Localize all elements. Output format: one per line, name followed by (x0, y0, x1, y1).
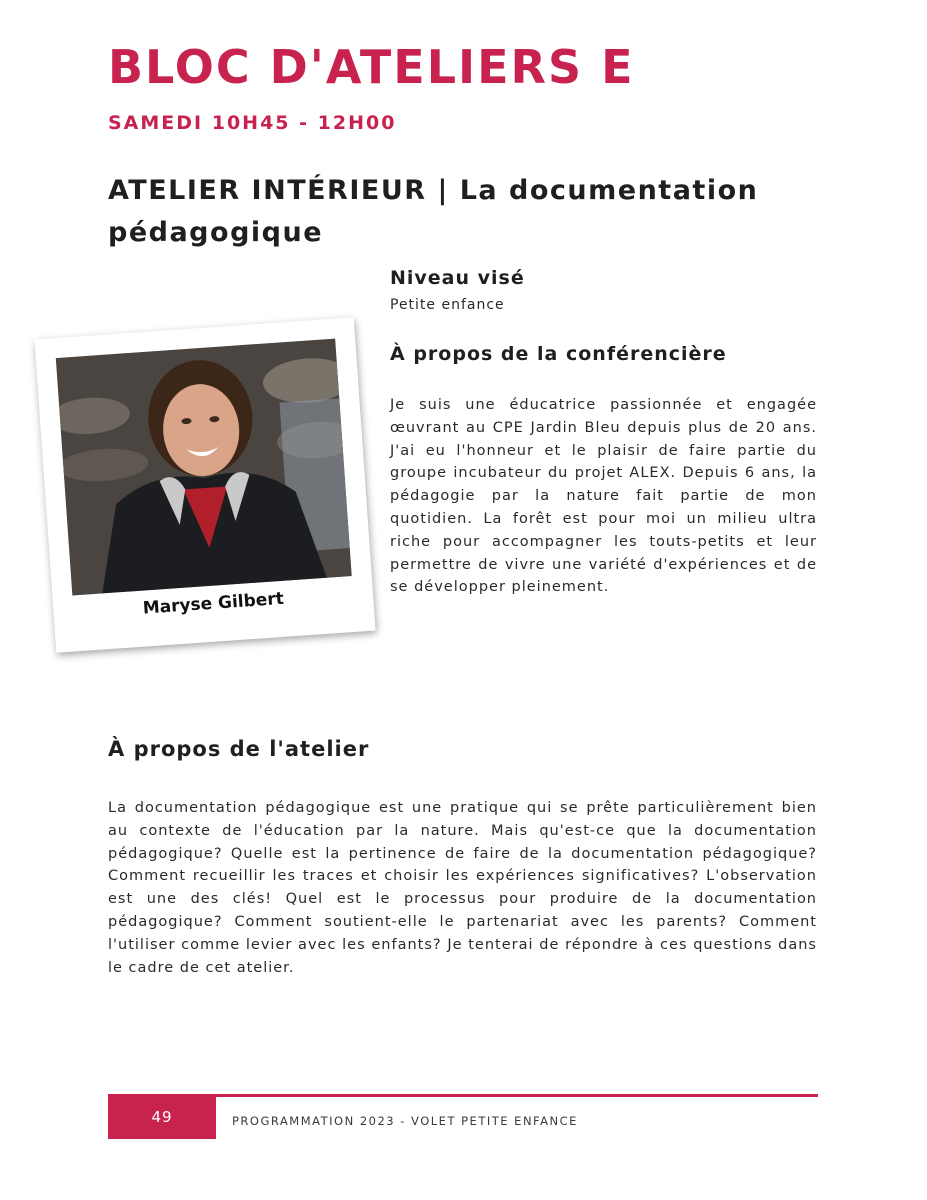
level-heading: Niveau visé (390, 267, 525, 289)
speaker-bio: Je suis une éducatrice passionnée et engagée œuvrant au CPE Jardin Bleu depuis plus de 20 ans. J'ai eu l'honneur et le plaisir de faire partie du groupe incubateur du projet ALEX. Depuis 6 ans, la pédagogie par la nature fait partie de mon quotidien. La forêt est pour moi un milieu ultra riche pour accompagner les touts-petits et leur permettre de vivre une variété d'expériences et de se développer pleinement. (390, 397, 817, 596)
speaker-name-caption: Maryse Gilbert (142, 588, 285, 619)
level-value: Petite enfance (390, 297, 505, 313)
speaker-polaroid (34, 317, 375, 653)
speaker-photo (56, 339, 352, 596)
page-number (108, 1094, 216, 1139)
page-title: BLOC D'ATELIERS E (108, 40, 635, 94)
speaker-heading: À propos de la conférencière (390, 343, 727, 365)
workshop-title: ATELIER INTÉRIEUR | La documentation pédagogique (108, 175, 759, 248)
speaker-portrait-illustration (56, 339, 352, 596)
about-workshop-text: La documentation pédagogique est une pratique qui se prête particulièrement bien au contexte de l'éducation par la nature. Mais qu'est-ce que la documentation pédagogique? Quelle est la pertinence de faire de la documentation pédagogique? Comment recueillir les traces et choisir les expériences significatives? L'observation est une des clés! Quel est le processus pour produire de la documentation pédagogique? Comment soutient-elle le partenariat avec les parents? Comment l'utiliser comme levier avec les enfants? Je tenterai de répondre à ces questions dans le cadre de cet atelier. (108, 800, 817, 976)
schedule-subtitle: SAMEDI 10H45 - 12H00 (108, 112, 397, 134)
page-number-label: 49 (151, 1107, 173, 1126)
footer-text: PROGRAMMATION 2023 - VOLET PETITE ENFANCE (232, 1114, 578, 1128)
about-workshop-heading: À propos de l'atelier (108, 737, 370, 761)
